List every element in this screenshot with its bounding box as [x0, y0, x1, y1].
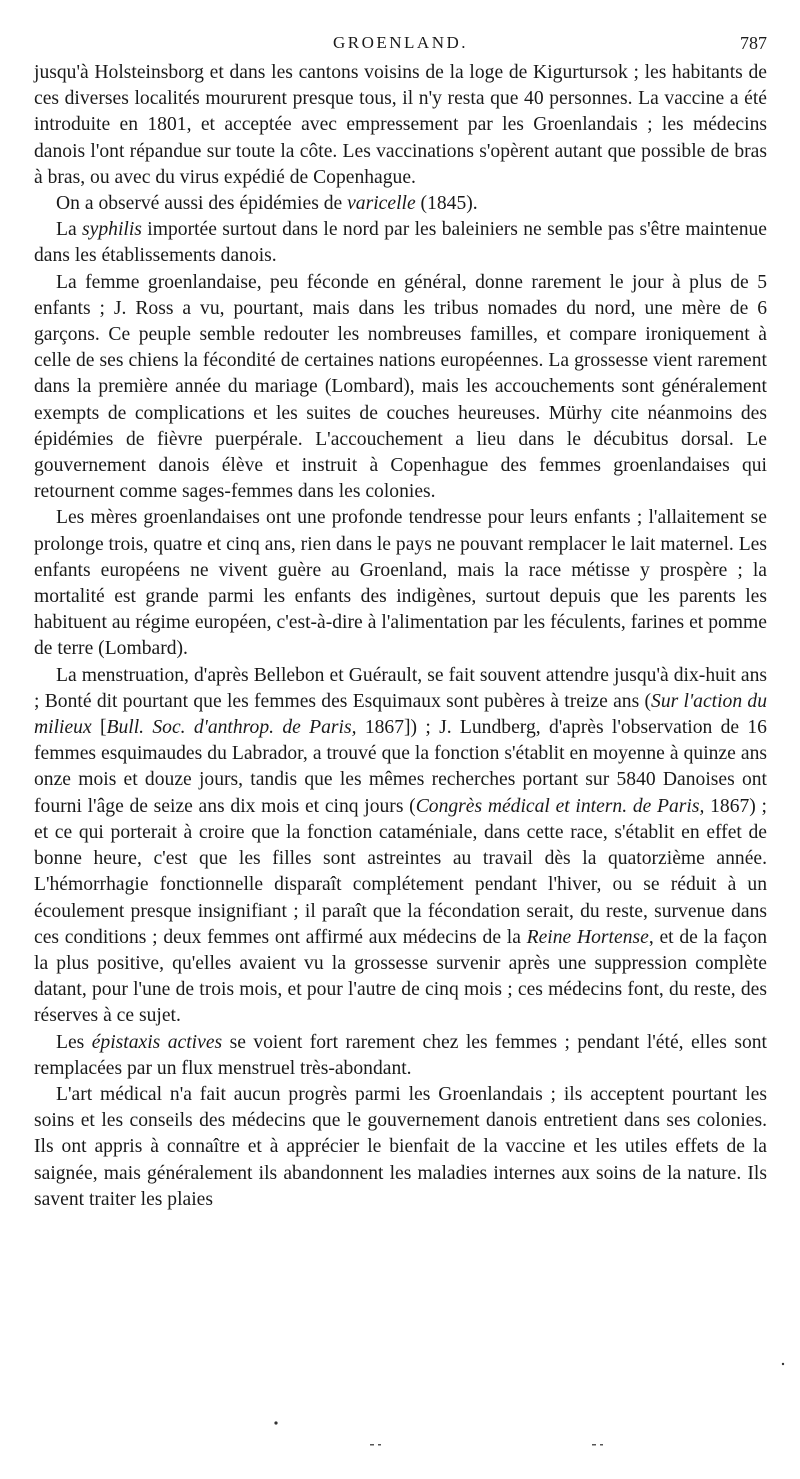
text-run: 1867]) ; J. Lundberg, d'après l'observation de 16 femmes esquimaudes du Labrador, a trouvé que la fonction s'établit en moyenne à quinze ans onze mois et douze jours, tandis que les mêmes recherches portant sur 5840 Danoises ont fourni l'âge de seize ans dix mois et cinq jours (: [34, 717, 767, 817]
text-run: importée surtout dans le nord par les baleiniers ne semble pas s'être maintenue dans les établissements danois.: [34, 219, 767, 267]
text-run: (1845).: [415, 193, 478, 215]
ink-speck: [370, 1444, 374, 1446]
text-run: 1867) ; et ce qui porterait à croire que la fonction cataméniale, dans cette race, s'établit en effet de bonne heure, c'est que les filles sont astreintes au travail dès la quatorzième année. L'hémorrhagie fonctionnelle disparaît complétement pendant l'hiver, ou se réduit à un écoulement presque insignifiant ; il paraît que la fécondation serait, du reste, survenue dans ces conditions ; deux femmes ont affirmé aux médecins de la: [34, 795, 767, 948]
page: [34, 30, 767, 1213]
italic-citation: Sur l'action du milieux: [34, 690, 768, 739]
italic-ship-name: Reine Hortense: [526, 926, 649, 948]
page-number: 787: [740, 33, 767, 53]
text-run: On a observé aussi des épidémies de: [56, 193, 348, 215]
paragraph-syphilis: [34, 217, 767, 269]
paragraph-fecondite: [34, 270, 767, 506]
ink-speck: [782, 1363, 784, 1365]
italic-citation: Congrès médical et intern. de Paris,: [415, 795, 705, 817]
text-run: [: [91, 717, 107, 739]
text-run: La menstruation, d'après Bellebon et Guérault, se fait souvent attendre jusqu'à dix-huit ans ; Bonté dit pourtant que les femmes des Esquimaux sont pubères à treize ans (: [34, 664, 767, 712]
italic-term: varicelle: [347, 193, 416, 215]
paragraph-menstruation: [34, 663, 767, 1030]
ink-speck: [592, 1444, 596, 1446]
paragraph-text: Les mères groenlandaises ont une profonde tendresse pour leurs enfants ; l'allaitement se prolonge trois, quatre et cinq ans, rien dans le pays ne pouvant remplacer le lait maternel. Les enfants européens ne vivent guère au Groenland, mais la race métisse y prospère ; la mortalité est grande parmi les enfants des indigènes, surtout depuis que les parents les habituent au régime européen, c'est-à-dire à l'alimentation par les féculents, farines et pomme de terre (Lombard).: [34, 507, 767, 660]
text-run: La: [56, 219, 83, 241]
text-run: , et de la façon la plus positive, qu'elles avaient vu la grossesse survenir après une suppression complète datant, pour l'une de trois mois, et pour l'autre de cinq mois ; ces médecins font, du reste, des réserves à ce sujet.: [34, 926, 767, 1027]
paragraph-vaccine: [34, 60, 767, 191]
italic-term: syphilis: [82, 219, 142, 241]
paragraph-allaitement: [34, 505, 767, 662]
running-title: GROENLAND.: [332, 33, 469, 52]
paragraph-text: L'art médical n'a fait aucun progrès parmi les Groenlandais ; ils acceptent pourtant les soins et les conseils des médecins que le gouvernement danois entretient dans ses colonies. Ils ont appris à connaître et à apprécier le bienfait de la vaccine et les utiles effets de la saignée, mais généralement ils abandonnent les maladies internes aux soins de la nature. Ils savent traiter les plaies: [34, 1083, 767, 1210]
text-run: se voient fort rarement chez les femmes ; pendant l'été, elles sont remplacées par un flux menstruel très-abondant.: [34, 1031, 767, 1079]
ink-speck: [378, 1444, 381, 1446]
italic-citation: Bull. Soc. d'anthrop. de Paris,: [106, 717, 357, 739]
italic-term: épistaxis actives: [91, 1031, 223, 1053]
text-run: Les: [56, 1031, 92, 1053]
paragraph-varicelle: [34, 191, 767, 217]
paragraph-art-medical: [34, 1082, 767, 1213]
paragraph-text: jusqu'à Holsteinsborg et dans les cantons voisins de la loge de Kigurtursok ; les habitants de ces diverses localités moururent presque tous, il n'y resta que 40 personnes. La vaccine a été introduite en 1801, et acceptée avec empressement par les Groenlandais ; les médecins danois l'ont répandue sur toute la côte. Les vaccinations s'opèrent autant que possible de bras à bras, ou avec du virus expédié de Copenhague.: [34, 62, 767, 188]
paragraph-epistaxis: [34, 1030, 767, 1082]
ink-speck: [274, 1421, 277, 1424]
page-header: [34, 30, 767, 58]
ink-speck: [600, 1444, 603, 1446]
paragraph-text: La femme groenlandaise, peu féconde en général, donne rarement le jour à plus de 5 enfants ; J. Ross a vu, pourtant, mais dans les tribus nomades du nord, une mère de 6 garçons. Ce peuple semble redouter les nombreuses familles, et compare ironiquement à celle de ses chiens la fécondité de certaines nations européennes. La grossesse vient rarement dans la première année du mariage (Lombard), mais les accouchements sont généralement exempts de complications et les suites de couches heureuses. Mürhy cite néanmoins des épidémies de fièvre puerpérale. L'accouchement a lieu dans le décubitus dorsal. Le gouvernement danois élève et instruit à Copenhague des femmes groenlandaises qui retournent comme sages-femmes dans les colonies.: [34, 271, 767, 503]
